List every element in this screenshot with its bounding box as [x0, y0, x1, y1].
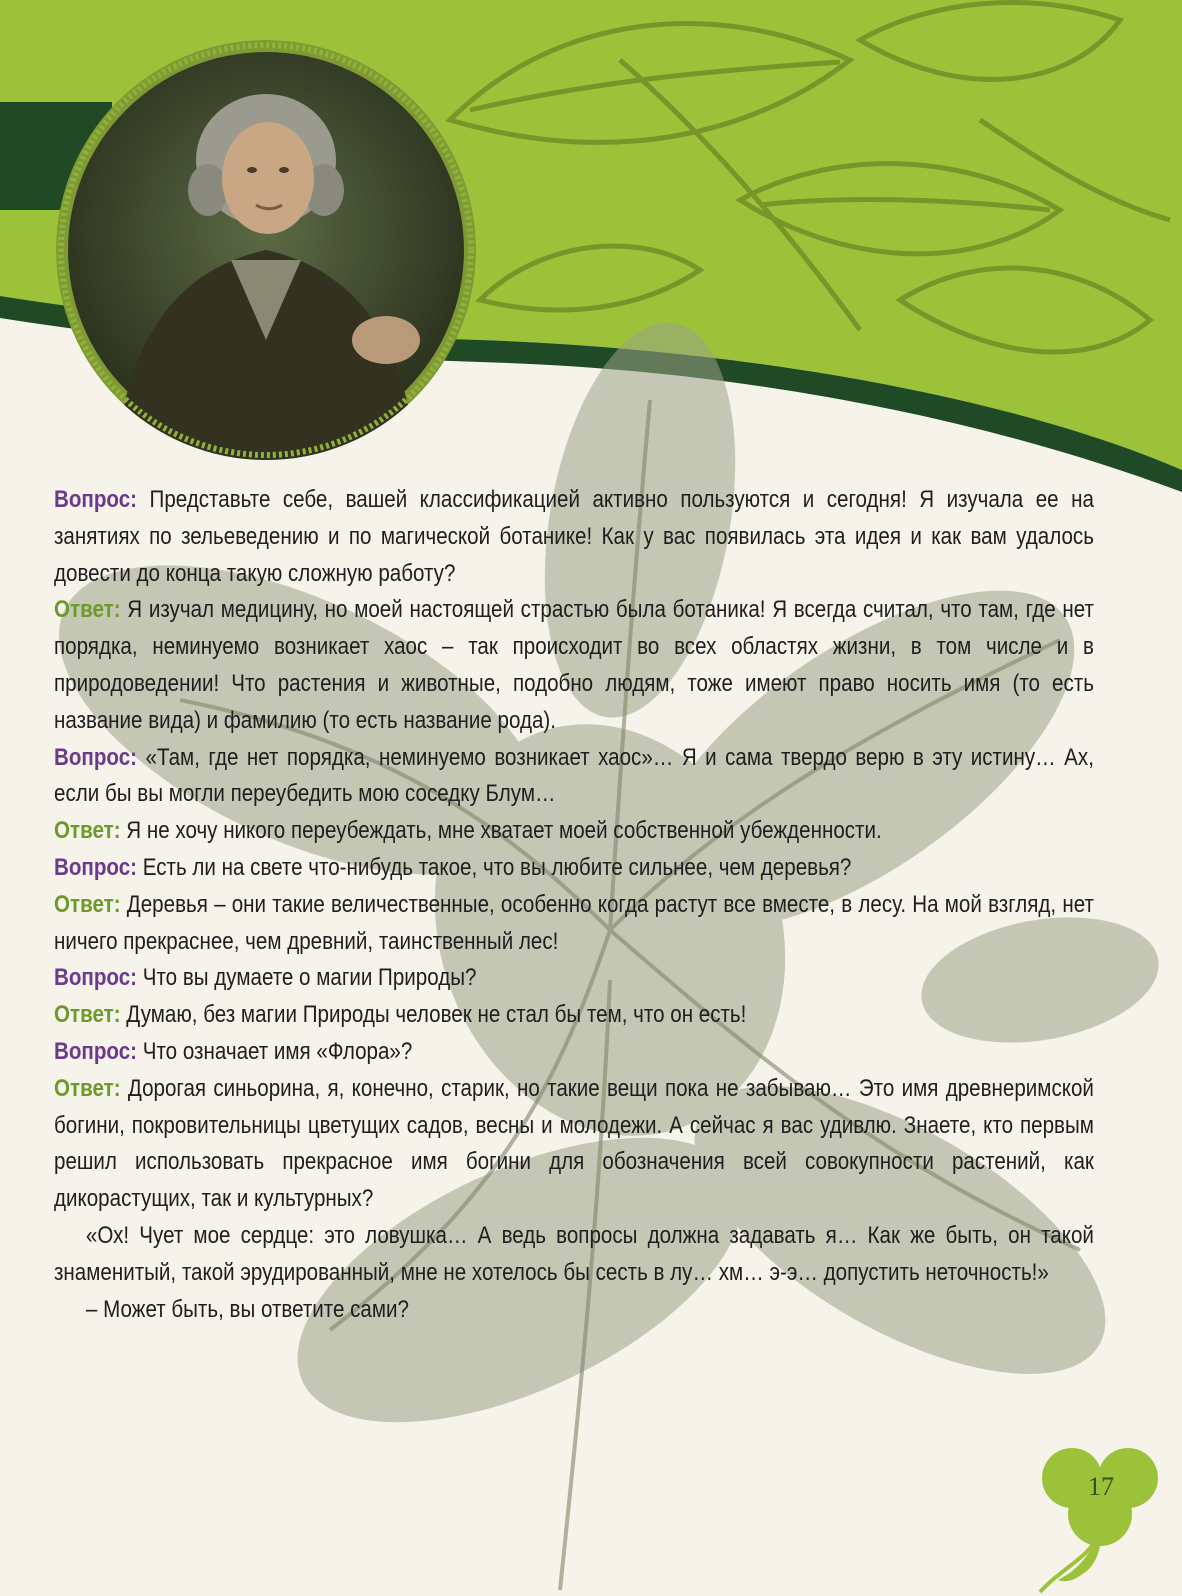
answer-label: Ответ: — [54, 1001, 121, 1029]
answer-label: Ответ: — [54, 1074, 121, 1102]
page-number: 17 — [1088, 1472, 1114, 1501]
question-label: Вопрос: — [54, 743, 138, 771]
question-text: Что означает имя «Флора»? — [137, 1037, 413, 1065]
interview-text — [54, 482, 1094, 1328]
question-label: Вопрос: — [54, 1037, 138, 1065]
answer-text: Я изучал медицину, но моей настоящей страстью была ботаника! Я всегда считал, что там, где нет порядка, неминуемо возникает хаос – так происходит во всех областях жизни, в том числе и в природоведении! Что растения и животные, подобно людям, тоже имеют право носить имя (то есть название вида) и фамилию (то есть название рода). — [54, 596, 1094, 734]
question-text: «Там, где нет порядка, неминуемо возникает хаос»… Я и сама твердо верю в эту истину… Ах, если бы вы могли переубедить мою соседку Блум… — [54, 743, 1094, 808]
answer-label: Ответ: — [54, 817, 121, 845]
question-paragraph — [54, 482, 1094, 592]
question-label: Вопрос: — [54, 964, 138, 992]
answer-paragraph — [54, 887, 1094, 961]
answer-text: Думаю, без магии Природы человек не стал бы тем, что он есть! — [120, 1001, 747, 1029]
question-text: Представьте себе, вашей классификацией активно пользуются и сегодня! Я изучала ее на занятиях по зельеведению и по магической ботанике! Как у вас появилась эта идея и как вам удалось довести до конца такую сложную работу? — [54, 486, 1094, 587]
question-paragraph — [54, 740, 1094, 814]
answer-text: Дорогая синьорина, я, конечно, старик, но такие вещи пока не забываю… Это имя древнеримской богини, покровительницы цветущих садов, весны и молодежи. А сейчас я вас удивлю. Знаете, кто первым решил использовать прекрасное имя богини для обозначения всей совокупности растений, как дикорастущих, так и культурных? — [54, 1074, 1094, 1213]
answer-label: Ответ: — [54, 596, 121, 624]
question-text: Что вы думаете о магии Природы? — [137, 964, 477, 992]
narration-paragraph: «Ох! Чует мое сердце: это ловушка… А ведь вопросы должна задавать я… Как же быть, он такой знаменитый, такой эрудированный, мне не хотелось бы сесть в лу… хм… э-э… допустить неточность!» — [54, 1221, 1094, 1286]
clover-icon — [1040, 1448, 1158, 1592]
question-text: Есть ли на свете что-нибудь такое, что вы любите сильнее, чем деревья? — [137, 853, 852, 881]
question-label: Вопрос: — [54, 853, 138, 881]
answer-paragraph — [54, 997, 1094, 1034]
question-paragraph — [54, 850, 1094, 887]
answer-text: Деревья – они такие величественные, особенно когда растут все вместе, в лесу. На мой взгляд, нет ничего прекраснее, чем древний, таинственный лес! — [54, 890, 1094, 955]
answer-paragraph — [54, 592, 1094, 739]
question-paragraph — [54, 1034, 1094, 1071]
answer-text: Я не хочу никого переубеждать, мне хватает моей собственной убежденности. — [120, 817, 882, 845]
question-label: Вопрос: — [54, 486, 138, 513]
narration-paragraph: – Может быть, вы ответите сами? — [85, 1295, 409, 1323]
question-paragraph — [54, 960, 1094, 997]
portrait-painting — [56, 40, 476, 460]
answer-paragraph — [54, 813, 1094, 850]
answer-paragraph — [54, 1071, 1094, 1218]
answer-label: Ответ: — [54, 890, 121, 918]
